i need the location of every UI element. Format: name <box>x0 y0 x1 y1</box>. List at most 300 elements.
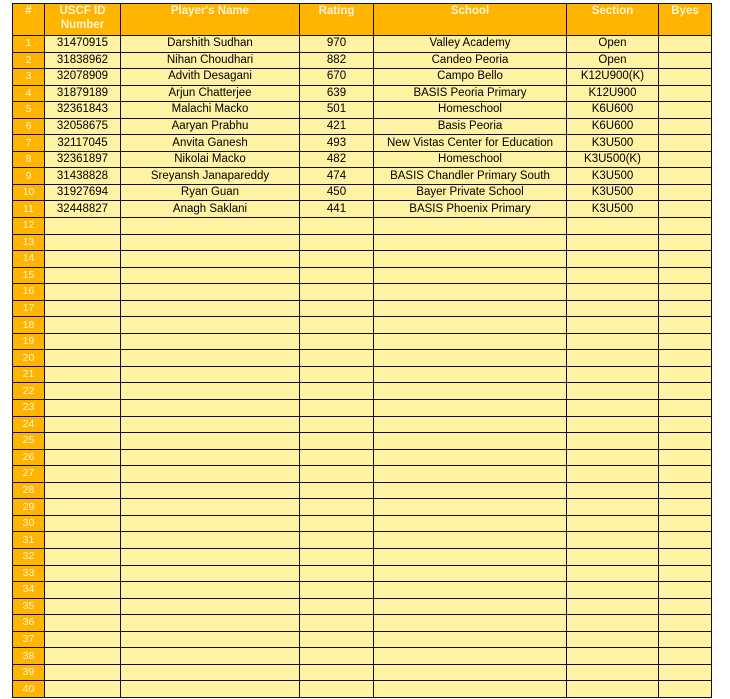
table-row <box>13 449 712 466</box>
byes-cell[interactable] <box>659 400 712 417</box>
player-name-cell[interactable] <box>121 664 300 681</box>
row-number[interactable]: 33 <box>13 565 45 582</box>
uscf-id-cell[interactable]: 31879189 <box>45 85 121 102</box>
byes-cell[interactable] <box>659 267 712 284</box>
header-section: Section <box>567 4 659 36</box>
section-cell[interactable]: K3U500 <box>567 201 659 218</box>
byes-cell[interactable] <box>659 85 712 102</box>
school-cell[interactable]: New Vistas Center for Education <box>374 135 567 152</box>
byes-cell[interactable] <box>659 52 712 69</box>
player-name-cell[interactable] <box>121 681 300 698</box>
byes-cell[interactable] <box>659 300 712 317</box>
school-cell[interactable] <box>374 482 567 499</box>
school-cell[interactable]: Basis Peoria <box>374 118 567 135</box>
school-cell[interactable] <box>374 565 567 582</box>
uscf-id-cell[interactable] <box>45 333 121 350</box>
byes-cell[interactable] <box>659 648 712 665</box>
row-number[interactable]: 24 <box>13 416 45 433</box>
player-name-cell[interactable] <box>121 532 300 549</box>
row-number[interactable]: 14 <box>13 251 45 268</box>
section-cell[interactable]: K6U600 <box>567 118 659 135</box>
player-name-cell[interactable]: Anvita Ganesh <box>121 135 300 152</box>
player-name-cell[interactable] <box>121 333 300 350</box>
row-number[interactable]: 6 <box>13 118 45 135</box>
rating-cell[interactable] <box>300 631 374 648</box>
rating-cell[interactable] <box>300 582 374 599</box>
uscf-id-cell[interactable] <box>45 664 121 681</box>
uscf-id-cell[interactable] <box>45 383 121 400</box>
row-number[interactable]: 2 <box>13 52 45 69</box>
uscf-id-cell[interactable] <box>45 631 121 648</box>
byes-cell[interactable] <box>659 548 712 565</box>
rating-cell[interactable] <box>300 615 374 632</box>
row-number[interactable]: 18 <box>13 317 45 334</box>
rating-cell[interactable] <box>300 251 374 268</box>
uscf-id-cell[interactable]: 31927694 <box>45 184 121 201</box>
uscf-id-cell[interactable] <box>45 416 121 433</box>
row-number[interactable]: 17 <box>13 300 45 317</box>
byes-cell[interactable] <box>659 499 712 516</box>
table-row <box>13 565 712 582</box>
uscf-id-cell[interactable] <box>45 615 121 632</box>
byes-cell[interactable] <box>659 234 712 251</box>
uscf-id-cell[interactable] <box>45 648 121 665</box>
row-number[interactable]: 38 <box>13 648 45 665</box>
rating-cell[interactable] <box>300 548 374 565</box>
row-number[interactable]: 9 <box>13 168 45 185</box>
byes-cell[interactable] <box>659 433 712 450</box>
player-name-cell[interactable] <box>121 350 300 367</box>
table-row <box>13 234 712 251</box>
uscf-id-cell[interactable] <box>45 284 121 301</box>
player-name-cell[interactable]: Advith Desagani <box>121 69 300 86</box>
byes-cell[interactable] <box>659 333 712 350</box>
table-row <box>13 333 712 350</box>
player-name-cell[interactable] <box>121 234 300 251</box>
row-number[interactable]: 32 <box>13 548 45 565</box>
row-number[interactable]: 8 <box>13 151 45 168</box>
player-name-cell[interactable] <box>121 466 300 483</box>
uscf-id-cell[interactable] <box>45 598 121 615</box>
section-cell[interactable] <box>567 317 659 334</box>
uscf-id-cell[interactable] <box>45 251 121 268</box>
player-name-cell[interactable] <box>121 598 300 615</box>
player-name-cell[interactable]: Nikolai Macko <box>121 151 300 168</box>
uscf-id-cell[interactable]: 32361843 <box>45 102 121 119</box>
school-cell[interactable] <box>374 615 567 632</box>
rating-cell[interactable] <box>300 499 374 516</box>
byes-cell[interactable] <box>659 350 712 367</box>
row-number[interactable]: 12 <box>13 218 45 235</box>
school-cell[interactable]: Homeschool <box>374 151 567 168</box>
byes-cell[interactable] <box>659 664 712 681</box>
rating-cell[interactable] <box>300 482 374 499</box>
rating-cell[interactable] <box>300 333 374 350</box>
byes-cell[interactable] <box>659 466 712 483</box>
uscf-id-cell[interactable]: 31438828 <box>45 168 121 185</box>
uscf-id-cell[interactable] <box>45 565 121 582</box>
row-number[interactable]: 22 <box>13 383 45 400</box>
uscf-id-cell[interactable] <box>45 300 121 317</box>
row-number[interactable]: 5 <box>13 102 45 119</box>
player-name-cell[interactable] <box>121 267 300 284</box>
rating-cell[interactable] <box>300 350 374 367</box>
uscf-id-cell[interactable] <box>45 267 121 284</box>
school-cell[interactable] <box>374 598 567 615</box>
row-number[interactable]: 20 <box>13 350 45 367</box>
row-number[interactable]: 15 <box>13 267 45 284</box>
row-number[interactable]: 31 <box>13 532 45 549</box>
school-cell[interactable] <box>374 400 567 417</box>
section-cell[interactable] <box>567 234 659 251</box>
header-row <box>13 4 712 36</box>
row-number[interactable]: 1 <box>13 36 45 53</box>
row-number[interactable]: 28 <box>13 482 45 499</box>
player-name-cell[interactable]: Arjun Chatterjee <box>121 85 300 102</box>
school-cell[interactable] <box>374 664 567 681</box>
player-name-cell[interactable]: Darshith Sudhan <box>121 36 300 53</box>
section-cell[interactable]: K3U500 <box>567 184 659 201</box>
uscf-id-cell[interactable] <box>45 400 121 417</box>
byes-cell[interactable] <box>659 135 712 152</box>
section-cell[interactable] <box>567 466 659 483</box>
player-name-cell[interactable]: Sreyansh Janapareddy <box>121 168 300 185</box>
rating-cell[interactable]: 450 <box>300 184 374 201</box>
byes-cell[interactable] <box>659 631 712 648</box>
uscf-id-cell[interactable] <box>45 466 121 483</box>
byes-cell[interactable] <box>659 366 712 383</box>
school-cell[interactable] <box>374 218 567 235</box>
byes-cell[interactable] <box>659 482 712 499</box>
section-cell[interactable] <box>567 416 659 433</box>
uscf-id-cell[interactable] <box>45 449 121 466</box>
section-cell[interactable] <box>567 582 659 599</box>
row-number[interactable]: 16 <box>13 284 45 301</box>
player-name-cell[interactable]: Ryan Guan <box>121 184 300 201</box>
table-row <box>13 151 712 168</box>
byes-cell[interactable] <box>659 168 712 185</box>
uscf-id-cell[interactable] <box>45 548 121 565</box>
section-cell[interactable] <box>567 433 659 450</box>
byes-cell[interactable] <box>659 383 712 400</box>
byes-cell[interactable] <box>659 515 712 532</box>
byes-cell[interactable] <box>659 218 712 235</box>
uscf-id-cell[interactable] <box>45 582 121 599</box>
school-cell[interactable]: BASIS Phoenix Primary <box>374 201 567 218</box>
byes-cell[interactable] <box>659 598 712 615</box>
byes-cell[interactable] <box>659 681 712 698</box>
section-cell[interactable]: Open <box>567 52 659 69</box>
player-name-cell[interactable] <box>121 433 300 450</box>
uscf-id-cell[interactable] <box>45 366 121 383</box>
rating-cell[interactable]: 670 <box>300 69 374 86</box>
table-row <box>13 548 712 565</box>
section-cell[interactable] <box>567 615 659 632</box>
byes-cell[interactable] <box>659 449 712 466</box>
rating-cell[interactable] <box>300 317 374 334</box>
player-name-cell[interactable] <box>121 300 300 317</box>
uscf-id-cell[interactable] <box>45 681 121 698</box>
section-cell[interactable] <box>567 565 659 582</box>
player-name-cell[interactable] <box>121 499 300 516</box>
player-name-cell[interactable] <box>121 582 300 599</box>
byes-cell[interactable] <box>659 151 712 168</box>
school-cell[interactable] <box>374 234 567 251</box>
byes-cell[interactable] <box>659 251 712 268</box>
rating-cell[interactable]: 421 <box>300 118 374 135</box>
section-cell[interactable]: K3U500(K) <box>567 151 659 168</box>
row-number[interactable]: 30 <box>13 515 45 532</box>
player-name-cell[interactable]: Malachi Macko <box>121 102 300 119</box>
rating-cell[interactable] <box>300 598 374 615</box>
row-number[interactable]: 37 <box>13 631 45 648</box>
row-number[interactable]: 11 <box>13 201 45 218</box>
player-name-cell[interactable] <box>121 218 300 235</box>
player-name-cell[interactable] <box>121 400 300 417</box>
rating-cell[interactable]: 882 <box>300 52 374 69</box>
byes-cell[interactable] <box>659 184 712 201</box>
uscf-id-cell[interactable] <box>45 218 121 235</box>
school-cell[interactable] <box>374 383 567 400</box>
table-row <box>13 168 712 185</box>
school-cell[interactable] <box>374 582 567 599</box>
rating-cell[interactable] <box>300 416 374 433</box>
section-cell[interactable] <box>567 598 659 615</box>
byes-cell[interactable] <box>659 284 712 301</box>
school-cell[interactable] <box>374 317 567 334</box>
table-row <box>13 284 712 301</box>
player-name-cell[interactable] <box>121 565 300 582</box>
rating-cell[interactable] <box>300 267 374 284</box>
section-cell[interactable] <box>567 251 659 268</box>
player-name-cell[interactable] <box>121 383 300 400</box>
uscf-id-cell[interactable] <box>45 433 121 450</box>
uscf-id-cell[interactable] <box>45 350 121 367</box>
rating-cell[interactable] <box>300 433 374 450</box>
player-name-cell[interactable] <box>121 615 300 632</box>
section-cell[interactable] <box>567 482 659 499</box>
section-cell[interactable] <box>567 333 659 350</box>
rating-cell[interactable] <box>300 234 374 251</box>
school-cell[interactable] <box>374 267 567 284</box>
player-name-cell[interactable] <box>121 366 300 383</box>
rating-cell[interactable]: 501 <box>300 102 374 119</box>
rating-cell[interactable] <box>300 648 374 665</box>
row-number[interactable]: 34 <box>13 582 45 599</box>
section-cell[interactable]: Open <box>567 36 659 53</box>
player-name-cell[interactable] <box>121 416 300 433</box>
school-cell[interactable] <box>374 648 567 665</box>
header-player-name: Player's Name <box>121 4 300 36</box>
row-number[interactable]: 26 <box>13 449 45 466</box>
school-cell[interactable] <box>374 532 567 549</box>
player-name-cell[interactable] <box>121 251 300 268</box>
section-cell[interactable] <box>567 218 659 235</box>
rating-cell[interactable] <box>300 300 374 317</box>
player-name-cell[interactable] <box>121 631 300 648</box>
table-row <box>13 350 712 367</box>
player-name-cell[interactable]: Aaryan Prabhu <box>121 118 300 135</box>
uscf-id-cell[interactable] <box>45 317 121 334</box>
byes-cell[interactable] <box>659 69 712 86</box>
row-number[interactable]: 36 <box>13 615 45 632</box>
player-name-cell[interactable] <box>121 482 300 499</box>
byes-cell[interactable] <box>659 102 712 119</box>
rating-cell[interactable] <box>300 466 374 483</box>
uscf-id-cell[interactable]: 32058675 <box>45 118 121 135</box>
row-number[interactable]: 3 <box>13 69 45 86</box>
school-cell[interactable] <box>374 350 567 367</box>
player-name-cell[interactable] <box>121 317 300 334</box>
section-cell[interactable]: K12U900 <box>567 85 659 102</box>
player-name-cell[interactable] <box>121 648 300 665</box>
uscf-id-cell[interactable]: 31470915 <box>45 36 121 53</box>
row-number[interactable]: 10 <box>13 184 45 201</box>
school-cell[interactable]: BASIS Chandler Primary South <box>374 168 567 185</box>
school-cell[interactable] <box>374 284 567 301</box>
rating-cell[interactable]: 474 <box>300 168 374 185</box>
row-number[interactable]: 25 <box>13 433 45 450</box>
section-cell[interactable] <box>567 267 659 284</box>
table-row <box>13 135 712 152</box>
byes-cell[interactable] <box>659 532 712 549</box>
school-cell[interactable] <box>374 499 567 516</box>
school-cell[interactable] <box>374 548 567 565</box>
uscf-id-cell[interactable] <box>45 482 121 499</box>
byes-cell[interactable] <box>659 317 712 334</box>
section-cell[interactable] <box>567 400 659 417</box>
school-cell[interactable] <box>374 433 567 450</box>
uscf-id-cell[interactable]: 32361897 <box>45 151 121 168</box>
school-cell[interactable]: Candeo Peoria <box>374 52 567 69</box>
school-cell[interactable]: Valley Academy <box>374 36 567 53</box>
school-cell[interactable]: Homeschool <box>374 102 567 119</box>
row-number[interactable]: 27 <box>13 466 45 483</box>
rating-cell[interactable] <box>300 400 374 417</box>
table-row <box>13 515 712 532</box>
player-name-cell[interactable] <box>121 284 300 301</box>
school-cell[interactable]: Bayer Private School <box>374 184 567 201</box>
uscf-id-cell[interactable]: 32117045 <box>45 135 121 152</box>
uscf-id-cell[interactable]: 31838962 <box>45 52 121 69</box>
section-cell[interactable] <box>567 350 659 367</box>
rating-cell[interactable] <box>300 218 374 235</box>
row-number[interactable]: 4 <box>13 85 45 102</box>
uscf-id-cell[interactable]: 32078909 <box>45 69 121 86</box>
byes-cell[interactable] <box>659 118 712 135</box>
section-cell[interactable]: K12U900(K) <box>567 69 659 86</box>
byes-cell[interactable] <box>659 416 712 433</box>
rating-cell[interactable]: 493 <box>300 135 374 152</box>
uscf-id-cell[interactable] <box>45 234 121 251</box>
table-row <box>13 184 712 201</box>
rating-cell[interactable] <box>300 383 374 400</box>
row-number[interactable]: 19 <box>13 333 45 350</box>
player-name-cell[interactable]: Nihan Choudhari <box>121 52 300 69</box>
row-number[interactable]: 23 <box>13 400 45 417</box>
rating-cell[interactable] <box>300 284 374 301</box>
section-cell[interactable] <box>567 499 659 516</box>
rating-cell[interactable]: 482 <box>300 151 374 168</box>
byes-cell[interactable] <box>659 565 712 582</box>
school-cell[interactable] <box>374 449 567 466</box>
uscf-id-cell[interactable]: 32448827 <box>45 201 121 218</box>
row-number[interactable]: 39 <box>13 664 45 681</box>
uscf-id-cell[interactable] <box>45 515 121 532</box>
school-cell[interactable] <box>374 366 567 383</box>
uscf-id-cell[interactable] <box>45 532 121 549</box>
table-row <box>13 102 712 119</box>
school-cell[interactable] <box>374 300 567 317</box>
school-cell[interactable] <box>374 631 567 648</box>
school-cell[interactable] <box>374 416 567 433</box>
byes-cell[interactable] <box>659 582 712 599</box>
rating-cell[interactable] <box>300 449 374 466</box>
byes-cell[interactable] <box>659 615 712 632</box>
section-cell[interactable] <box>567 366 659 383</box>
row-number[interactable]: 40 <box>13 681 45 698</box>
rating-cell[interactable]: 639 <box>300 85 374 102</box>
school-cell[interactable] <box>374 681 567 698</box>
rating-cell[interactable] <box>300 681 374 698</box>
section-cell[interactable]: K6U600 <box>567 102 659 119</box>
section-cell[interactable] <box>567 300 659 317</box>
row-number[interactable]: 7 <box>13 135 45 152</box>
rating-cell[interactable] <box>300 565 374 582</box>
section-cell[interactable] <box>567 515 659 532</box>
section-cell[interactable] <box>567 449 659 466</box>
rating-cell[interactable]: 970 <box>300 36 374 53</box>
rating-cell[interactable] <box>300 366 374 383</box>
row-number[interactable]: 13 <box>13 234 45 251</box>
section-cell[interactable] <box>567 383 659 400</box>
section-cell[interactable] <box>567 284 659 301</box>
section-cell[interactable] <box>567 631 659 648</box>
table-row <box>13 383 712 400</box>
byes-cell[interactable] <box>659 201 712 218</box>
rating-cell[interactable]: 441 <box>300 201 374 218</box>
table-row <box>13 317 712 334</box>
section-cell[interactable]: K3U500 <box>567 135 659 152</box>
player-name-cell[interactable] <box>121 548 300 565</box>
table-row <box>13 631 712 648</box>
row-number[interactable]: 35 <box>13 598 45 615</box>
rating-cell[interactable] <box>300 515 374 532</box>
school-cell[interactable] <box>374 466 567 483</box>
section-cell[interactable] <box>567 681 659 698</box>
section-cell[interactable] <box>567 648 659 665</box>
school-cell[interactable]: BASIS Peoria Primary <box>374 85 567 102</box>
school-cell[interactable] <box>374 251 567 268</box>
school-cell[interactable] <box>374 515 567 532</box>
player-name-cell[interactable] <box>121 515 300 532</box>
school-cell[interactable]: Campo Bello <box>374 69 567 86</box>
section-cell[interactable]: K3U500 <box>567 168 659 185</box>
section-cell[interactable] <box>567 532 659 549</box>
table-row <box>13 52 712 69</box>
rating-cell[interactable] <box>300 532 374 549</box>
section-cell[interactable] <box>567 548 659 565</box>
section-cell[interactable] <box>567 664 659 681</box>
player-name-cell[interactable]: Anagh Saklani <box>121 201 300 218</box>
school-cell[interactable] <box>374 333 567 350</box>
byes-cell[interactable] <box>659 36 712 53</box>
rating-cell[interactable] <box>300 664 374 681</box>
row-number[interactable]: 29 <box>13 499 45 516</box>
uscf-id-cell[interactable] <box>45 499 121 516</box>
row-number[interactable]: 21 <box>13 366 45 383</box>
player-name-cell[interactable] <box>121 449 300 466</box>
